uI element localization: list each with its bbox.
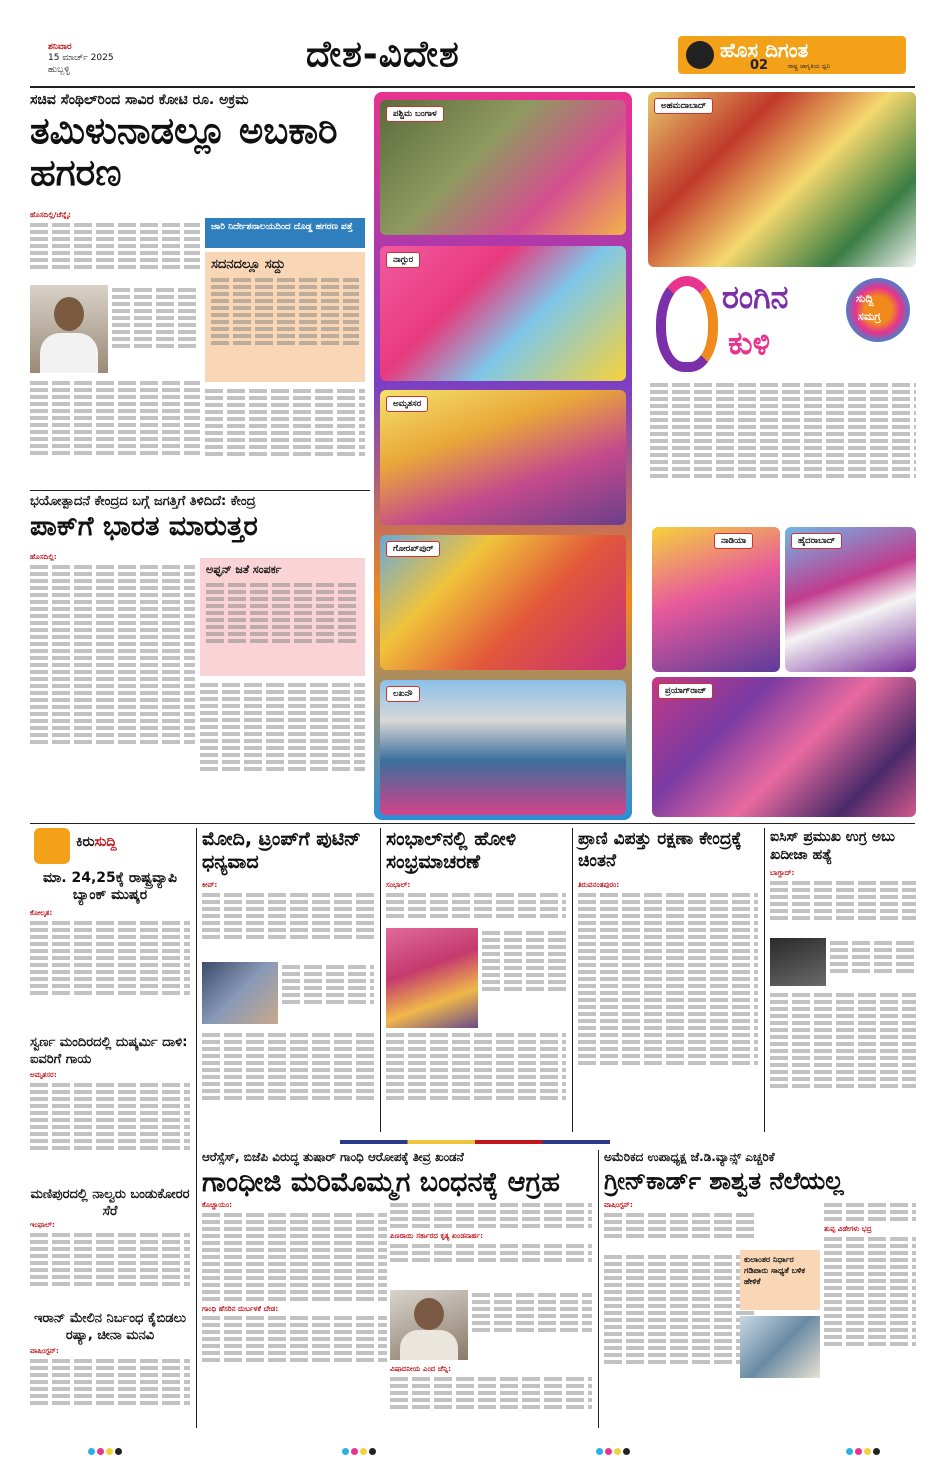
kiru-suddi-column (30, 828, 192, 1428)
story-pak (30, 494, 370, 543)
holi-photo-3 (380, 390, 626, 525)
story-us-body-3: ತುಪ್ಪ ವಿಡೇಗಳು ಭದ್ರ (824, 1200, 916, 1428)
story-isis-body-2 (830, 938, 916, 988)
pointing-hand-icon (34, 828, 70, 864)
kiru-item-title: ಮಣಿಪುರದಲ್ಲಿ ನಾಲ್ವರು ಬಂಡುಕೋರರ ಸೆರೆ (30, 1187, 190, 1219)
paper-logo (678, 36, 906, 74)
registration-dots (342, 1440, 378, 1459)
logo-emblem-icon (686, 41, 714, 69)
holi-photo-7 (652, 527, 780, 672)
isis-photo (770, 938, 826, 986)
masthead-day: ಶನಿವಾರ (48, 42, 72, 52)
story-sambhal (386, 828, 566, 874)
story-isis-body-3 (770, 990, 916, 1130)
holi-title-line1: ರಂಗಿನ (722, 278, 789, 316)
story-gandhi-body-2: ಪಿಣರಾಯಿ ಸರ್ಕಾರದ ಕೃತ್ಯ ಖಂಡನಾರ್ಹ: (390, 1200, 592, 1288)
story-animal-body: ತಿರುವನಂತಪುರಂ: (578, 880, 758, 1130)
story-us-body-2 (604, 1252, 754, 1428)
story-headline: ಗಾಂಧೀಜಿ ಮರಿಮೊಮ್ಮಗ ಬಂಧನಕ್ಕೆ ಆಗ್ರಹ (202, 1167, 560, 1198)
greencard-photo (740, 1316, 820, 1378)
masthead (0, 0, 945, 90)
page-number: 02 (750, 58, 769, 73)
kiru-item-title: ಮಾ. 24,25ಕ್ಕೆ ರಾಷ್ಟ್ರವ್ಯಾಪಿ ಬ್ಯಾಂಕ್ ಮುಷ್ಕರ (43, 870, 177, 903)
holi-photo-5 (380, 680, 626, 815)
registration-dots (88, 1440, 124, 1459)
paper-tagline: ರಾಷ್ಟ್ರ ಜಾಗೃತಿಯ ಧ್ವನಿ (788, 63, 831, 70)
story-headline: ಮೋದಿ, ಟ್ರಂಪ್‌ಗೆ ಪುಟಿನ್ ಧನ್ಯವಾದ (202, 828, 361, 873)
story-sambhal-body-3 (386, 1030, 566, 1130)
photo-tag: ಲಖನೌ (386, 686, 420, 702)
kiru-item-title: ಸ್ವರ್ಣ ಮಂದಿರದಲ್ಲಿ ದುಷ್ಕರ್ಮಿ ದಾಳಿ: ಐವರಿಗೆ ಗಾಯ (30, 1035, 188, 1067)
dateline: ಹೊಸದಿಲ್ಲಿ: (30, 552, 57, 561)
story-putin-body-1: ಕೀವ್: (202, 880, 374, 958)
story-us (604, 1150, 916, 1195)
story-tn-box1: ಜಾರಿ ನಿರ್ದೇಶನಾಲಯದಿಂದ ದೊಡ್ಡ ಹಗರಣ ಪತ್ತೆ (205, 218, 365, 248)
story-tn-body-4 (205, 386, 365, 486)
story-headline: ಪಾಕ್‌ಗೆ ಭಾರತ ಮಾರುತ್ತರ (30, 511, 258, 542)
holi-title-line2: ಕುಳಿ (728, 324, 771, 362)
story-kicker: ಅಮೆರಿಕದ ಉಪಾಧ್ಯಕ್ಷ ಜೆ.ಡಿ.ವ್ಯಾನ್ಸ್ ಎಚ್ಚರಿಕೆ (604, 1150, 775, 1164)
holi-title-glyph-icon (656, 276, 718, 372)
story-headline: ತಮಿಳುನಾಡಲ್ಲೂ ಅಬಕಾರಿ ಹಗರಣ (30, 109, 338, 194)
paper-name: ಹೊಸ ದಿಗಂತ (720, 38, 809, 62)
photo-tag: ನಾಡಿಯಾ (714, 533, 753, 549)
story-pak-body-2 (200, 680, 365, 814)
story-isis (770, 828, 916, 864)
masthead-city: ಹುಬ್ಬಳ್ಳಿ (48, 65, 70, 75)
story-pak-body-1 (30, 552, 195, 814)
story-sambhal-body-1: ಸಂಭಾಲ್: (386, 880, 566, 926)
photo-tag: ಅಹಮದಾಬಾದ್ (654, 98, 713, 114)
story-putin-body-3 (202, 1030, 374, 1130)
story-kicker: ಸಚಿವ ಸೆಂಥಿಲ್‌ರಿಂದ ಸಾವಿರ ಕೋಟಿ ರೂ. ಅಕ್ರಮ (30, 92, 249, 108)
holi-body (650, 380, 916, 515)
sambhal-photo (386, 928, 478, 1028)
masthead-date: 15 ಮಾರ್ಚ್ 2025 (48, 53, 114, 63)
story-animal (578, 828, 758, 872)
story-headline: ಐಸಿಸ್ ಪ್ರಮುಖ ಉಗ್ರ ಅಬು ಖದೀಜಾ ಹತ್ಯೆ (770, 829, 895, 863)
story-gandhi-body-3 (472, 1290, 592, 1362)
story-sambhal-body-2 (482, 928, 566, 1028)
box-title: ಅಫ್ಘನ್ ಜತೆ ಸಂಪರ್ಕ (206, 563, 282, 576)
holi-photo-6 (648, 92, 916, 267)
suddi-samagra-badge: ಸುದ್ದಿ ಸಮಗ್ರ (846, 278, 910, 342)
story-kicker: ಆರೆಸ್ಸೆಸ್, ಬಿಜೆಪಿ ವಿರುದ್ಧ ತುಷಾರ್ ಗಾಂಧಿ ಆರೋಪಕ್ಕೆ ತೀವ್ರ ಖಂಡನೆ (202, 1150, 464, 1164)
photo-tag: ಪ್ರಯಾಗ್‌ರಾಜ್ (658, 683, 713, 699)
story-tn-body-2 (112, 285, 200, 375)
holi-photo-9 (652, 677, 916, 817)
dateline: ಹೊಸದಿಲ್ಲಿ/ಚೆನ್ನೈ: (30, 210, 71, 219)
registration-dots (846, 1440, 882, 1459)
photo-tag: ಗೋರಖ್‌ಪುರ್ (386, 541, 440, 557)
holi-photo-1 (380, 100, 626, 235)
putin-photo (202, 962, 278, 1024)
story-kicker: ಭಯೋತ್ಪಾದನೆ ಕೇಂದ್ರದ ಬಗ್ಗೆ ಜಗತ್ತಿಗೆ ತಿಳಿದಿದೆ: ಕೇಂದ್ರ (30, 494, 256, 509)
tushar-gandhi-photo (390, 1290, 468, 1360)
photo-tag: ಪಶ್ಚಿಮ ಬಂಗಾಳ (386, 106, 444, 122)
color-strip (340, 1140, 610, 1144)
photo-tag: ಹೈದರಾಬಾದ್ (791, 533, 842, 549)
story-tn-box2 (205, 252, 365, 382)
story-gandhi-body-1: ಕೊಚ್ಚಾಯಂ: ಗಾಂಧಿ ಹೆಸರಿನ ದುರ್ಬಳಕೆ ಬೇಡ: (202, 1200, 387, 1428)
section-title: ದೇಶ-ವಿದೇಶ (306, 34, 460, 75)
story-tn-body-3 (30, 378, 200, 486)
story-us-body-1: ವಾಷಿಂಗ್ಟನ್: (604, 1200, 754, 1250)
story-headline: ಪ್ರಾಣಿ ವಿಪತ್ತು ರಕ್ಷಣಾ ಕೇಂದ್ರಕ್ಕೆ ಚಿಂತನೆ (578, 829, 742, 871)
photo-tag: ಅಮೃತಸರ (386, 396, 428, 412)
story-pak-box (200, 558, 365, 676)
story-us-box: ಕುಲಾಂತರ ನಿರ್ಧಾರ ಗಡಿಪಾರು ಸಾಧ್ಯತೆ ಬಳಿಕ ಹೇಳಿಕೆ (740, 1250, 820, 1310)
story-isis-body-1: ಬಾಗ್ದಾದ್: (770, 868, 916, 936)
story-tn (30, 92, 370, 194)
minister-photo (30, 285, 108, 373)
story-headline: ಸಂಭಾಲ್‌ನಲ್ಲಿ ಹೋಳಿ ಸಂಭ್ರಮಾಚರಣೆ (386, 828, 517, 873)
box-title: ಸದನದಲ್ಲೂ ಸದ್ದು (211, 257, 286, 272)
holi-photo-8 (785, 527, 916, 672)
story-putin-body-2 (282, 962, 374, 1026)
registration-dots (596, 1440, 632, 1459)
kiru-item-title: ಇರಾನ್ ಮೇಲಿನ ನಿರ್ಬಂಧ ಕೈಬಿಡಲು ರಷ್ಯಾ, ಚೀನಾ ಮನವಿ (33, 1311, 187, 1343)
kiru-suddi-label: ಕಿರುಸುದ್ದಿ (76, 834, 117, 850)
holi-title (650, 272, 916, 376)
story-gandhi-body-4: ವಿಷಾದನೀಯ ಎಂದ ಚೆನ್ನಿ: (390, 1364, 592, 1428)
photo-tag: ನಾಗ್ಪುರ (386, 252, 420, 268)
kiru-item-body: ಕೋಲ್ಕತ: (30, 908, 190, 1023)
kiru-item-body: ವಾಷಿಂಗ್ಟನ್: (30, 1346, 190, 1426)
story-gandhi (202, 1150, 592, 1199)
kiru-item-body: ಇಂಫಾಲ್: (30, 1220, 190, 1308)
story-headline: ಗ್ರೀನ್‌ಕಾರ್ಡ್ ಶಾಶ್ವತ ನೆಲೆಯಲ್ಲ (604, 1167, 844, 1195)
kiru-item-body: ಅಮೃತಸರ: (30, 1070, 190, 1178)
story-putin (202, 828, 374, 874)
holi-photo-2 (380, 246, 626, 381)
holi-photo-4 (380, 535, 626, 670)
story-tn-body-1 (30, 210, 200, 285)
